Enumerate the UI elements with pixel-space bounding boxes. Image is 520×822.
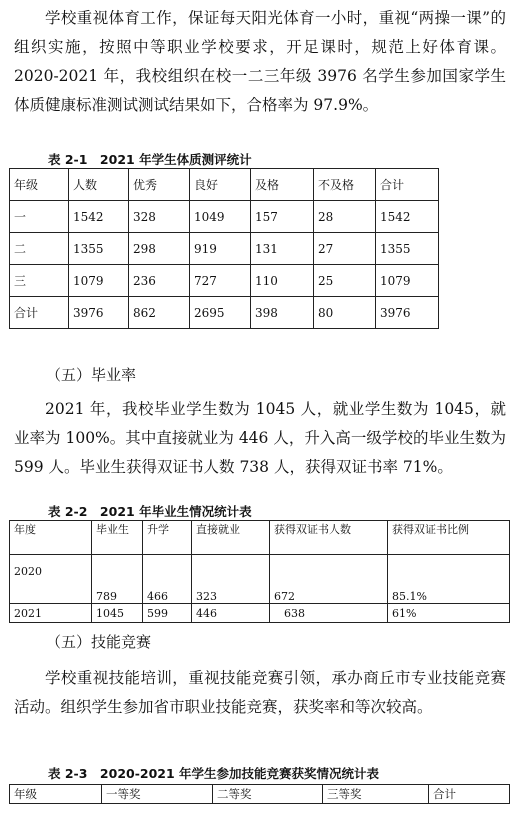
graduation-paragraph: 2021 年，我校毕业学生数为 1045 人，就业学生数为 1045，就业率为 100%。其中直接就业为 446 人，升入高一级学校的毕业生数为 599 人。毕业生获得双证书人数 738 人，获得双证书率 71%。	[14, 400, 506, 476]
table-cell: 1542	[69, 201, 129, 233]
table-cell: 599	[143, 604, 192, 623]
table-cell: 323	[192, 555, 270, 604]
table-cell: 236	[129, 265, 190, 297]
table-cell: 398	[251, 297, 314, 329]
table-cell: 727	[190, 265, 251, 297]
header-cell: 不及格	[314, 169, 376, 201]
header-cell: 人数	[69, 169, 129, 201]
table-cell: 三	[10, 265, 69, 297]
table-cell: 3976	[376, 297, 439, 329]
table-cell: 1542	[376, 201, 439, 233]
header-cell: 年级	[10, 785, 102, 804]
header-cell: 一等奖	[102, 785, 213, 804]
competition-table	[9, 784, 510, 804]
header-cell: 年级	[10, 169, 69, 201]
table-cell: 466	[143, 555, 192, 604]
table-header-row	[10, 169, 439, 201]
table1-caption: 表 2-1 2021 年学生体质测评统计	[48, 152, 252, 167]
header-cell: 直接就业	[192, 521, 270, 555]
table-row	[10, 604, 510, 623]
table-cell: 1079	[376, 265, 439, 297]
header-cell: 毕业生	[92, 521, 143, 555]
table-cell: 446	[192, 604, 270, 623]
intro-paragraph: 学校重视体育工作，保证每天阳光体育一小时，重视“两操一课”的组织实施，按照中等职业学校要求，开足课时，规范上好体育课。2020-2021 年，我校组织在校一二三年级 3976 名学生参加国家学生体质健康标准测试测试结果如下，合格率为 97.9%。	[14, 9, 506, 114]
header-cell: 升学	[143, 521, 192, 555]
table-cell: 3976	[69, 297, 129, 329]
table-cell: 85.1%	[388, 555, 510, 604]
header-cell: 获得双证书比例	[388, 521, 510, 555]
table-cell: 1355	[376, 233, 439, 265]
table-cell: 2695	[190, 297, 251, 329]
table-cell: 2020	[10, 555, 92, 604]
table-cell: 1049	[190, 201, 251, 233]
table-cell: 28	[314, 201, 376, 233]
header-cell: 二等奖	[213, 785, 323, 804]
table-row	[10, 265, 439, 297]
table-cell: 328	[129, 201, 190, 233]
header-cell: 三等奖	[323, 785, 429, 804]
table-cell: 2021	[10, 604, 92, 623]
table-cell: 合计	[10, 297, 69, 329]
header-cell: 优秀	[129, 169, 190, 201]
table-cell: 131	[251, 233, 314, 265]
header-cell: 及格	[251, 169, 314, 201]
table-cell: 25	[314, 265, 376, 297]
header-cell: 合计	[376, 169, 439, 201]
table-cell: 1045	[92, 604, 143, 623]
skills-paragraph: 学校重视技能培训，重视技能竞赛引领，承办商丘市专业技能竞赛活动。组织学生参加省市职业技能竞赛，获奖率和等次较高。	[14, 669, 506, 716]
table-total-row	[10, 297, 439, 329]
table-cell: 862	[129, 297, 190, 329]
table-row	[10, 201, 439, 233]
table-cell: 1079	[69, 265, 129, 297]
table-header-row	[10, 785, 510, 804]
header-cell: 合计	[429, 785, 510, 804]
fitness-table	[9, 168, 439, 329]
table2-caption: 表 2-2 2021 年毕业生情况统计表	[48, 504, 252, 519]
header-cell: 获得双证书人数	[270, 521, 388, 555]
table-cell: 110	[251, 265, 314, 297]
header-cell: 良好	[190, 169, 251, 201]
section-heading-graduation: （五）毕业率	[46, 366, 137, 384]
table-cell: 一	[10, 201, 69, 233]
table-cell: 672	[270, 555, 388, 604]
table-cell: 二	[10, 233, 69, 265]
table3-caption: 表 2-3 2020-2021 年学生参加技能竞赛获奖情况统计表	[48, 766, 380, 781]
table-row	[10, 233, 439, 265]
table-cell: 789	[92, 555, 143, 604]
table-cell: 157	[251, 201, 314, 233]
table-row	[10, 555, 510, 604]
header-cell: 年度	[10, 521, 92, 555]
section-heading-skills: （五）技能竞赛	[46, 633, 152, 651]
graduates-table	[9, 520, 510, 623]
table-cell: 61%	[388, 604, 510, 623]
table-header-row	[10, 521, 510, 555]
table-cell: 27	[314, 233, 376, 265]
table-cell: 1355	[69, 233, 129, 265]
table-cell: 298	[129, 233, 190, 265]
table-cell: 638	[270, 604, 388, 623]
table-cell: 80	[314, 297, 376, 329]
table-cell: 919	[190, 233, 251, 265]
